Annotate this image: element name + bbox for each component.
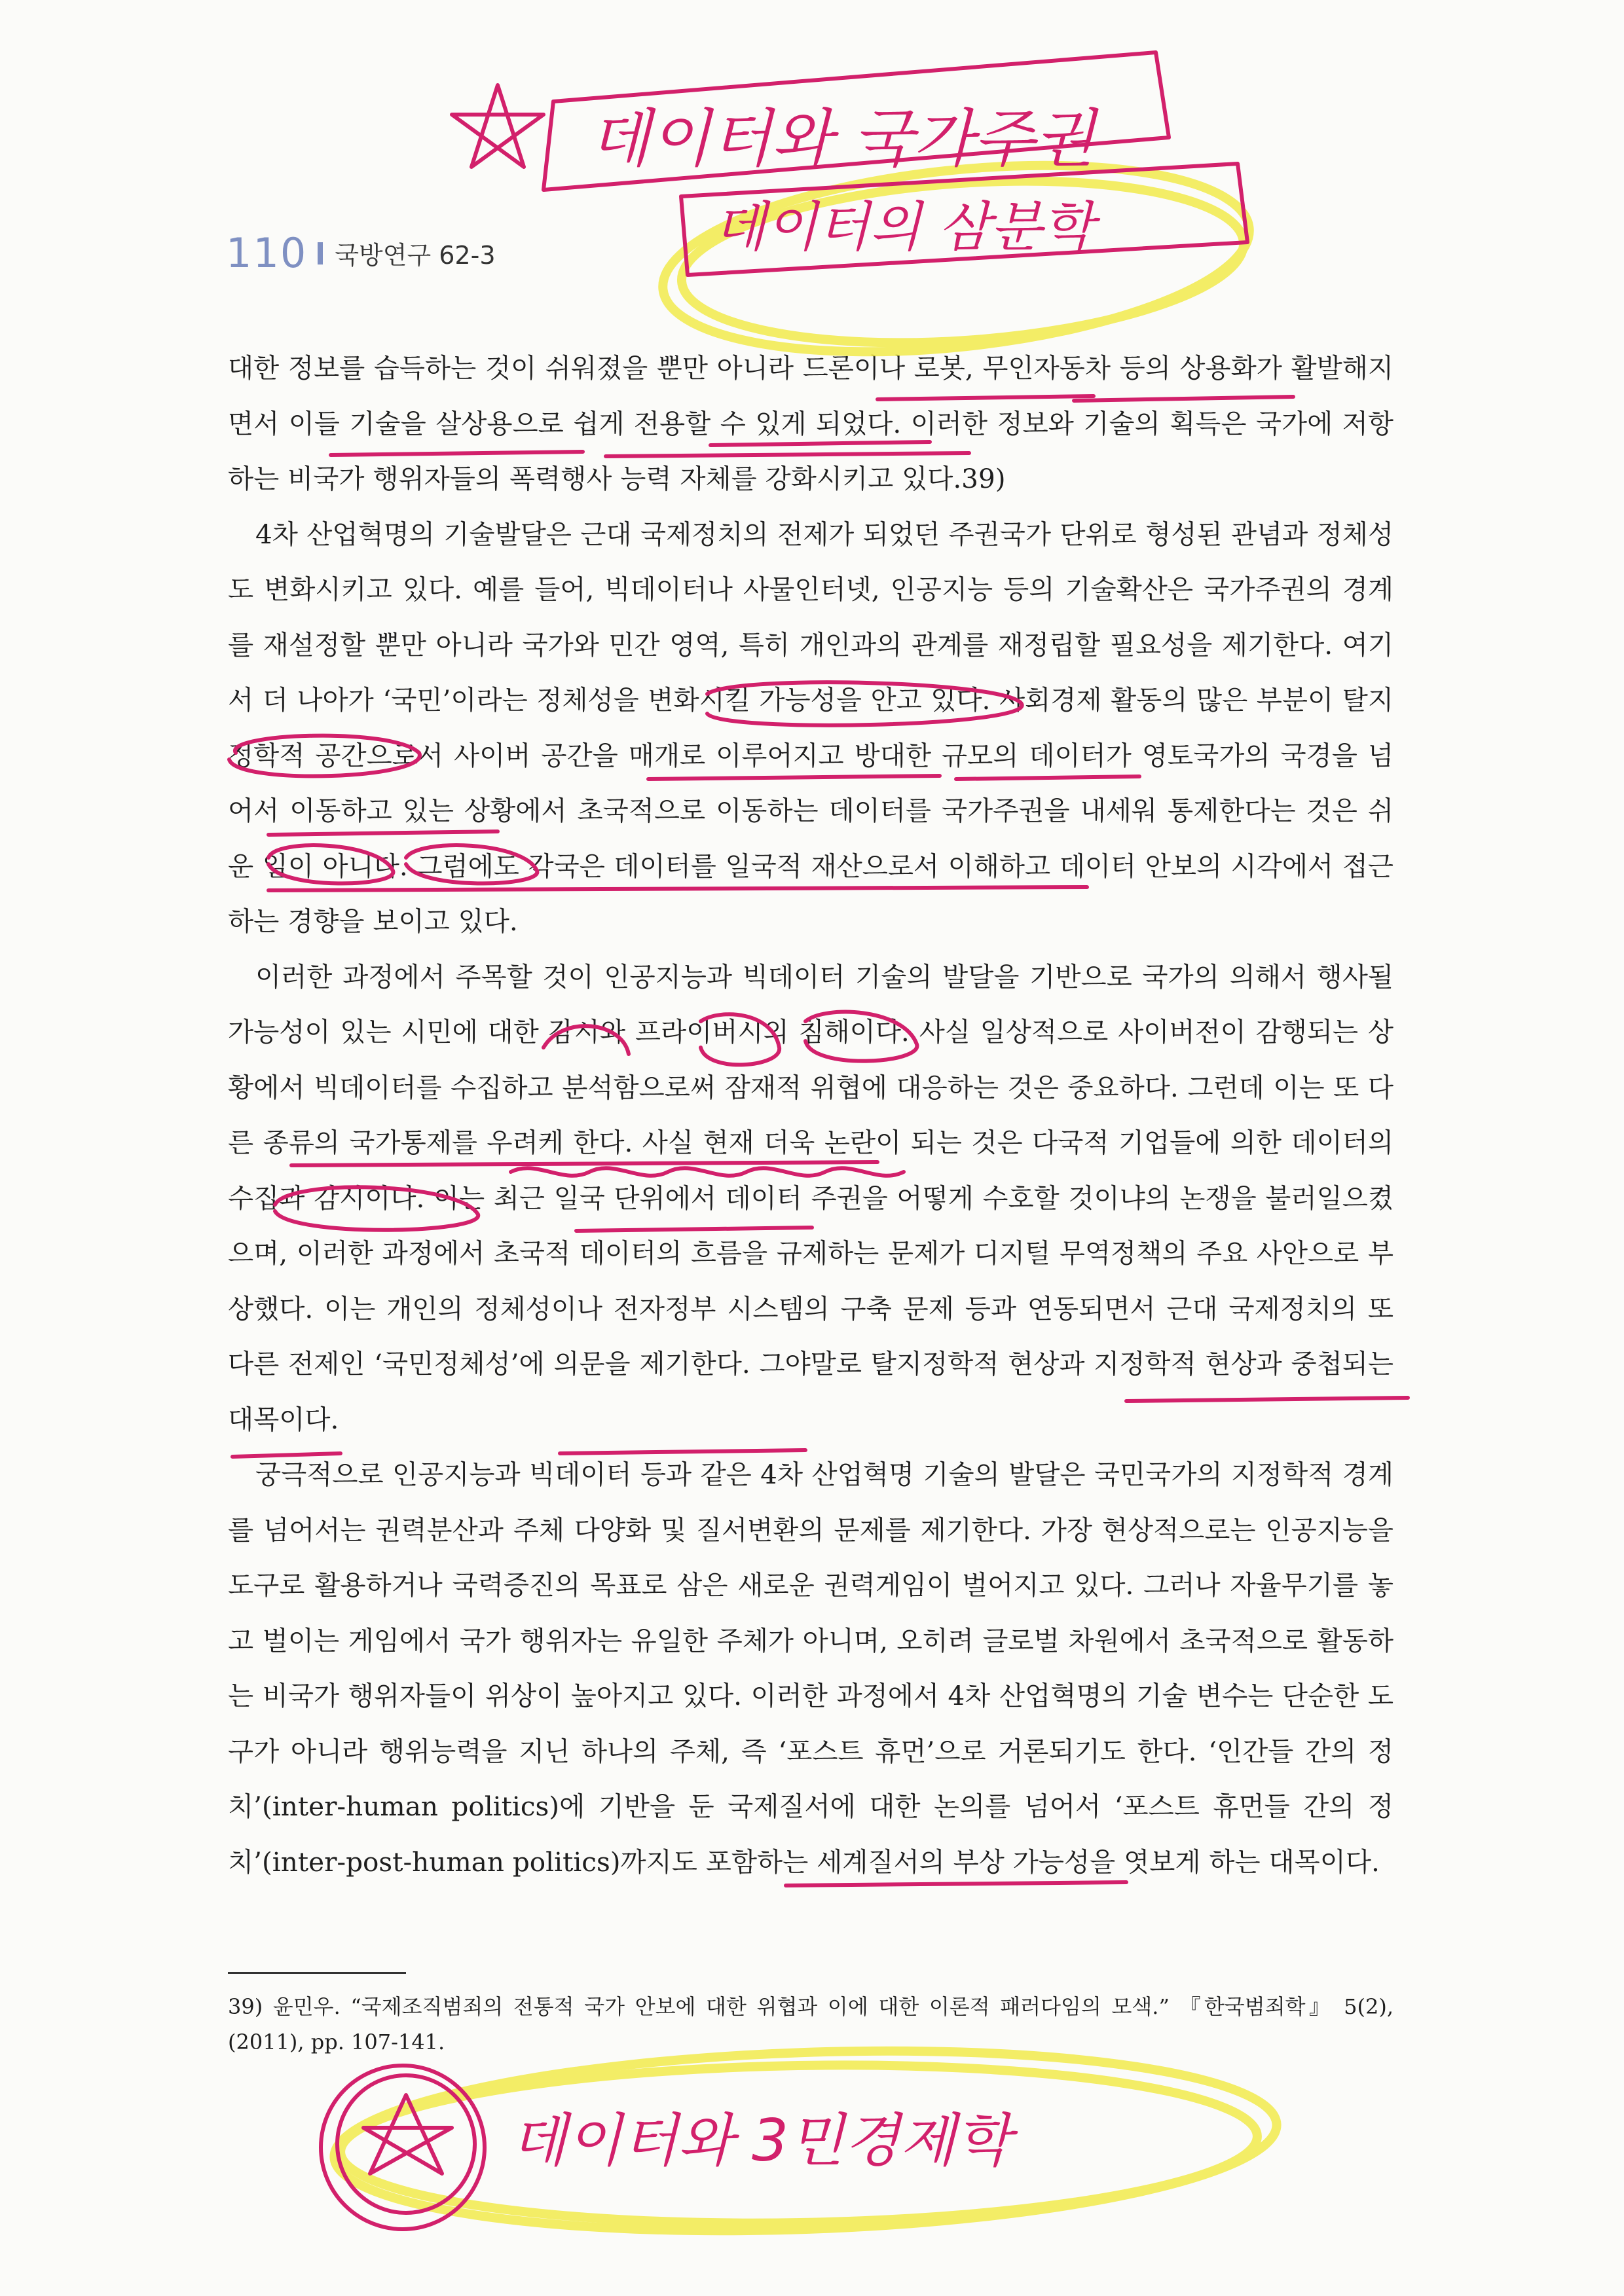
paragraph-4: 궁극적으로 인공지능과 빅데이터 등과 같은 4차 산업혁명 기술의 발달은 국민국가의 지정학적 경계를 넘어서는 권력분산과 주체 다양화 및 질서변환의 문제를 제기한다. 가장 현상적으로는 인공지능을 도구로 활용하거나 국력증진의 목표로 삼은 새로운 권력게임이 벌어지고 있다. 그러나 자율무기를 놓고 벌이는 게임에서 국가 행위자는 유일한 주체가 아니며, 오히려 글로벌 차원에서 초국적으로 활동하는 비국가 행위자들이 위상이 높아지고 있다. 이러한 과정에서 4차 산업혁명의 기술 변수는 단순한 도구가 아니라 행위능력을 지닌 하나의 주체, 즉 ‘포스트 휴먼’으로 거론되기도 한다. ‘인간들 간의 정치’(inter-human politics)에 기반을 둔 국제질서에 대한 논의를 넘어서 ‘포스트 휴먼들 간의 정치’(inter-post-human politics)까지도 포함하는 세계질서의 부상 가능성을 엿보게 하는 대목이다. [228, 1459, 1393, 1878]
box-top-2 [681, 164, 1247, 275]
handwritten-note-1: 데이터와 국가주권 [589, 102, 1096, 175]
page-header [226, 229, 496, 277]
star-icon [452, 85, 544, 167]
handwritten-note-2: 데이터의 삼분학 [714, 196, 1094, 259]
highlighter-loop-bottom-2 [339, 2058, 1259, 2231]
journal-title: 국방연구 62-3 [335, 241, 496, 270]
circled-star-icon [337, 2075, 475, 2213]
body-text [228, 340, 1393, 1889]
paragraph-2: 4차 산업혁명의 기술발달은 근대 국제정치의 전제가 되었던 주권국가 단위로 형성된 관념과 정체성도 변화시키고 있다. 예를 들어, 빅데이터나 사물인터넷, 인공지능 등의 기술확산은 국가주권의 경계를 재설정할 뿐만 아니라 국가와 민간 영역, 특히 개인과의 관계를 재정립할 필요성을 제기한다. 여기서 더 나아가 ‘국민’이라는 정체성을 변화시킬 가능성을 안고 있다. 사회경제 활동의 많은 부분이 탈지정학적 공간으로서 사이버 공간을 매개로 이루어지고 방대한 규모의 데이터가 영토국가의 국경을 넘어서 이동하고 있는 상황에서 초국적으로 이동하는 데이터를 국가주권을 내세워 통제한다는 것은 쉬운 일이 아니다. 그럼에도 각국은 데이터를 일국적 재산으로서 이해하고 데이터 안보의 시각에서 접근하는 경향을 보이고 있다. [228, 518, 1393, 937]
footnote-rule [228, 1972, 406, 1974]
footnote: 39) 윤민우. “국제조직범죄의 전통적 국가 안보에 대한 위협과 이에 대한 이론적 패러다임의 모색.” 『한국범죄학』 5(2), (2011), pp. 107-141. [228, 1994, 1393, 2054]
paragraph-1: 대한 정보를 습득하는 것이 쉬워졌을 뿐만 아니라 드론이나 로봇, 무인자동차 등의 상용화가 활발해지면서 이들 기술을 살상용으로 쉽게 전용할 수 있게 되었다. 이러한 정보와 기술의 획득은 국가에 저항하는 비국가 행위자들의 폭력행사 능력 자체를 강화시키고 있다.39) [228, 352, 1393, 494]
handwritten-note-3: 데이터와 3민경제학 [511, 2107, 1012, 2174]
header-divider [318, 242, 323, 264]
paragraph-3: 이러한 과정에서 주목할 것이 인공지능과 빅데이터 기술의 발달을 기반으로 국가의 의해서 행사될 가능성이 있는 시민에 대한 감시와 프라이버시의 침해이다. 사실 일상적으로 사이버전이 감행되는 상황에서 빅데이터를 수집하고 분석함으로써 잠재적 위협에 대응하는 것은 중요하다. 그런데 이는 또 다른 종류의 국가통제를 우려케 한다. 사실 현재 더욱 논란이 되는 것은 다국적 기업들에 의한 데이터의 수집과 감시이다. 이는 최근 일국 단위에서 데이터 주권을 어떻게 수호할 것이냐의 논쟁을 불러일으켰으며, 이러한 과정에서 초국적 데이터의 흐름을 규제하는 문제가 디지털 무역정책의 주요 사안으로 부상했다. 이는 개인의 정체성이나 전자정부 시스템의 구축 문제 등과 연동되면서 근대 국제정치의 또 다른 전제인 ‘국민정체성’에 의문을 제기한다. 그야말로 탈지정학적 현상과 지정학적 현상과 중첩되는 대목이다. [228, 960, 1393, 1435]
box-top-1 [544, 52, 1169, 190]
page-number: 110 [226, 229, 308, 277]
highlighter-loop-bottom [331, 2036, 1280, 2246]
highlighter-loop-top-2 [676, 164, 1249, 359]
